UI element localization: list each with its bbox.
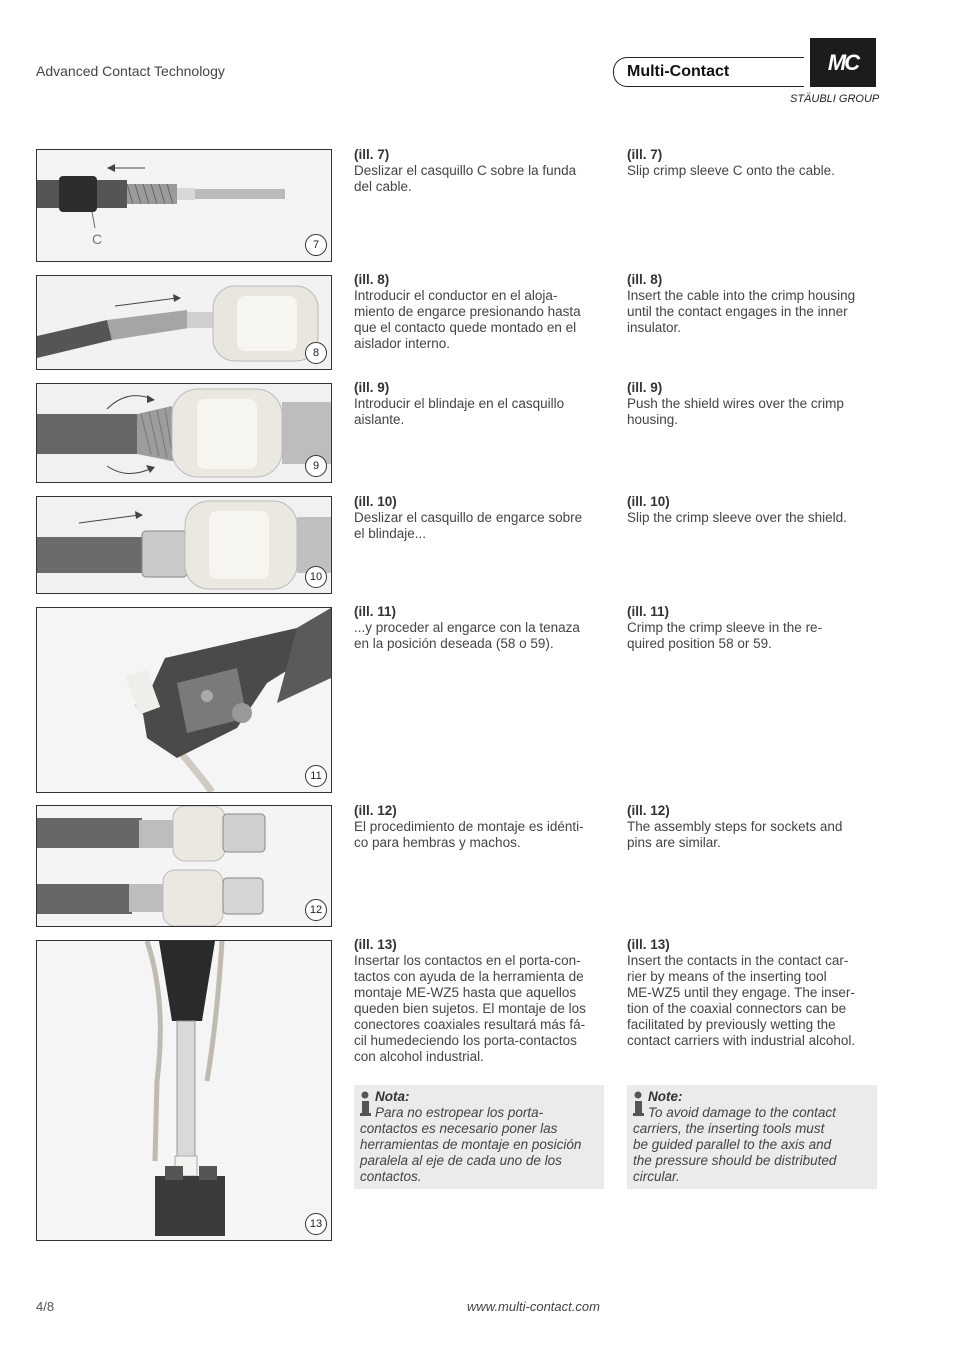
note-text [360, 1105, 600, 1185]
step-heading: (ill. 12) [354, 803, 397, 818]
step-text: ...y proceder al engarce con la tenaza en la posición deseada (58 o 59). [354, 620, 580, 651]
page-number: 4/8 [36, 1299, 55, 1314]
step-10-es [354, 494, 606, 542]
step-text: Introducir el blindaje en el casquillo aislante. [354, 396, 565, 427]
step-heading: (ill. 12) [627, 803, 670, 818]
step-text: Introducir el conductor en el aloja- miento de engarce presionando hasta que el contacto quede montado en el aislador interno. [354, 288, 581, 351]
website-link[interactable]: www.multi-contact.com [467, 1299, 600, 1314]
illustration-number: 7 [305, 234, 327, 256]
illustration-8 [36, 275, 332, 370]
step-text: Insert the contacts in the contact car- rier by means of the inserting tool ME-WZ5 until they engage. The inser- tion of the coaxial connectors can be facilitated by previously wetting the contact carriers with industrial alcohol. [627, 953, 856, 1048]
cable-sleeve-image [37, 150, 331, 261]
step-heading: (ill. 8) [354, 272, 390, 287]
note-heading: Nota: [375, 1089, 410, 1104]
step-12-en [627, 803, 883, 851]
note-rest: contactos es necesario poner las herramientas de montaje en posición paralela al eje de cada uno de los contactos. [360, 1121, 582, 1184]
step-7-es [354, 147, 606, 195]
illustration-7 [36, 149, 332, 262]
step-9-en [627, 380, 883, 428]
inserting-tool-image [37, 941, 331, 1240]
step-text: The assembly steps for sockets and pins are similar. [627, 819, 843, 850]
step-8-en [627, 272, 883, 336]
step-heading: (ill. 9) [627, 380, 663, 395]
step-8-es [354, 272, 606, 352]
note-box-es [354, 1085, 604, 1189]
step-text: Deslizar el casquillo de engarce sobre el blindaje... [354, 510, 583, 541]
step-heading: (ill. 7) [354, 147, 390, 162]
step-7-en [627, 147, 883, 179]
brand-name: Multi-Contact [627, 63, 730, 80]
illustration-number: 13 [305, 1213, 327, 1235]
part-label-c: C [92, 231, 103, 247]
step-12-es [354, 803, 606, 851]
step-heading: (ill. 11) [354, 604, 397, 619]
step-text: Crimp the crimp sleeve in the re- quired position 58 or 59. [627, 620, 823, 651]
brand-logo: MC [810, 38, 876, 87]
step-heading: (ill. 7) [627, 147, 663, 162]
illustration-number: 10 [305, 566, 327, 588]
step-text: Insert the cable into the crimp housing until the contact engages in the inner insulator. [627, 288, 856, 335]
step-heading: (ill. 10) [627, 494, 670, 509]
note-first-line: To avoid damage to the contact [648, 1105, 836, 1120]
illustration-10 [36, 496, 332, 594]
note-rest: carriers, the inserting tools must be guided parallel to the axis and the pressure should be distributed circular. [633, 1121, 837, 1184]
illustration-13 [36, 940, 332, 1241]
step-11-en [627, 604, 883, 652]
step-heading: (ill. 11) [627, 604, 670, 619]
illustration-12 [36, 805, 332, 927]
step-text: Insertar los contactos en el porta-con- tactos con ayuda de la herramienta de montaje ME-WZ5 hasta que aquellos queden bien sujetos. El montaje de los conectores coaxiales resultará más fá- cil humedeciendo los porta-contactos con alcohol industrial. [354, 953, 586, 1064]
step-text: Slip the crimp sleeve over the shield. [627, 510, 847, 525]
step-11-es [354, 604, 606, 652]
step-9-es [354, 380, 606, 428]
step-heading: (ill. 9) [354, 380, 390, 395]
step-13-es [354, 937, 606, 1065]
crimping-tool-image [37, 608, 331, 792]
shield-wires-image [37, 384, 331, 482]
step-heading: (ill. 13) [354, 937, 397, 952]
note-heading: Note: [648, 1089, 683, 1104]
note-text [633, 1105, 873, 1185]
cable-housing-image [37, 276, 331, 369]
illustration-number: 9 [305, 455, 327, 477]
illustration-11 [36, 607, 332, 793]
step-heading: (ill. 8) [627, 272, 663, 287]
step-text: Slip crimp sleeve C onto the cable. [627, 163, 835, 178]
step-heading: (ill. 13) [627, 937, 670, 952]
note-first-line: Para no estropear los porta- [375, 1105, 544, 1120]
step-text: Deslizar el casquillo C sobre la funda del cable. [354, 163, 577, 194]
crimp-sleeve-image [37, 497, 331, 593]
socket-pin-image [37, 806, 331, 926]
step-10-en [627, 494, 883, 526]
brand-group: STÄUBLI GROUP [790, 93, 880, 105]
step-text: Push the shield wires over the crimp housing. [627, 396, 844, 427]
illustration-9 [36, 383, 332, 483]
step-text: El procedimiento de montaje es idénti- co para hembras y machos. [354, 819, 584, 850]
illustration-number: 8 [305, 342, 327, 364]
step-13-en [627, 937, 883, 1049]
illustration-number: 11 [305, 765, 327, 787]
illustration-number: 12 [305, 899, 327, 921]
note-box-en [627, 1085, 877, 1189]
header-tagline: Advanced Contact Technology [36, 63, 225, 79]
step-heading: (ill. 10) [354, 494, 397, 509]
